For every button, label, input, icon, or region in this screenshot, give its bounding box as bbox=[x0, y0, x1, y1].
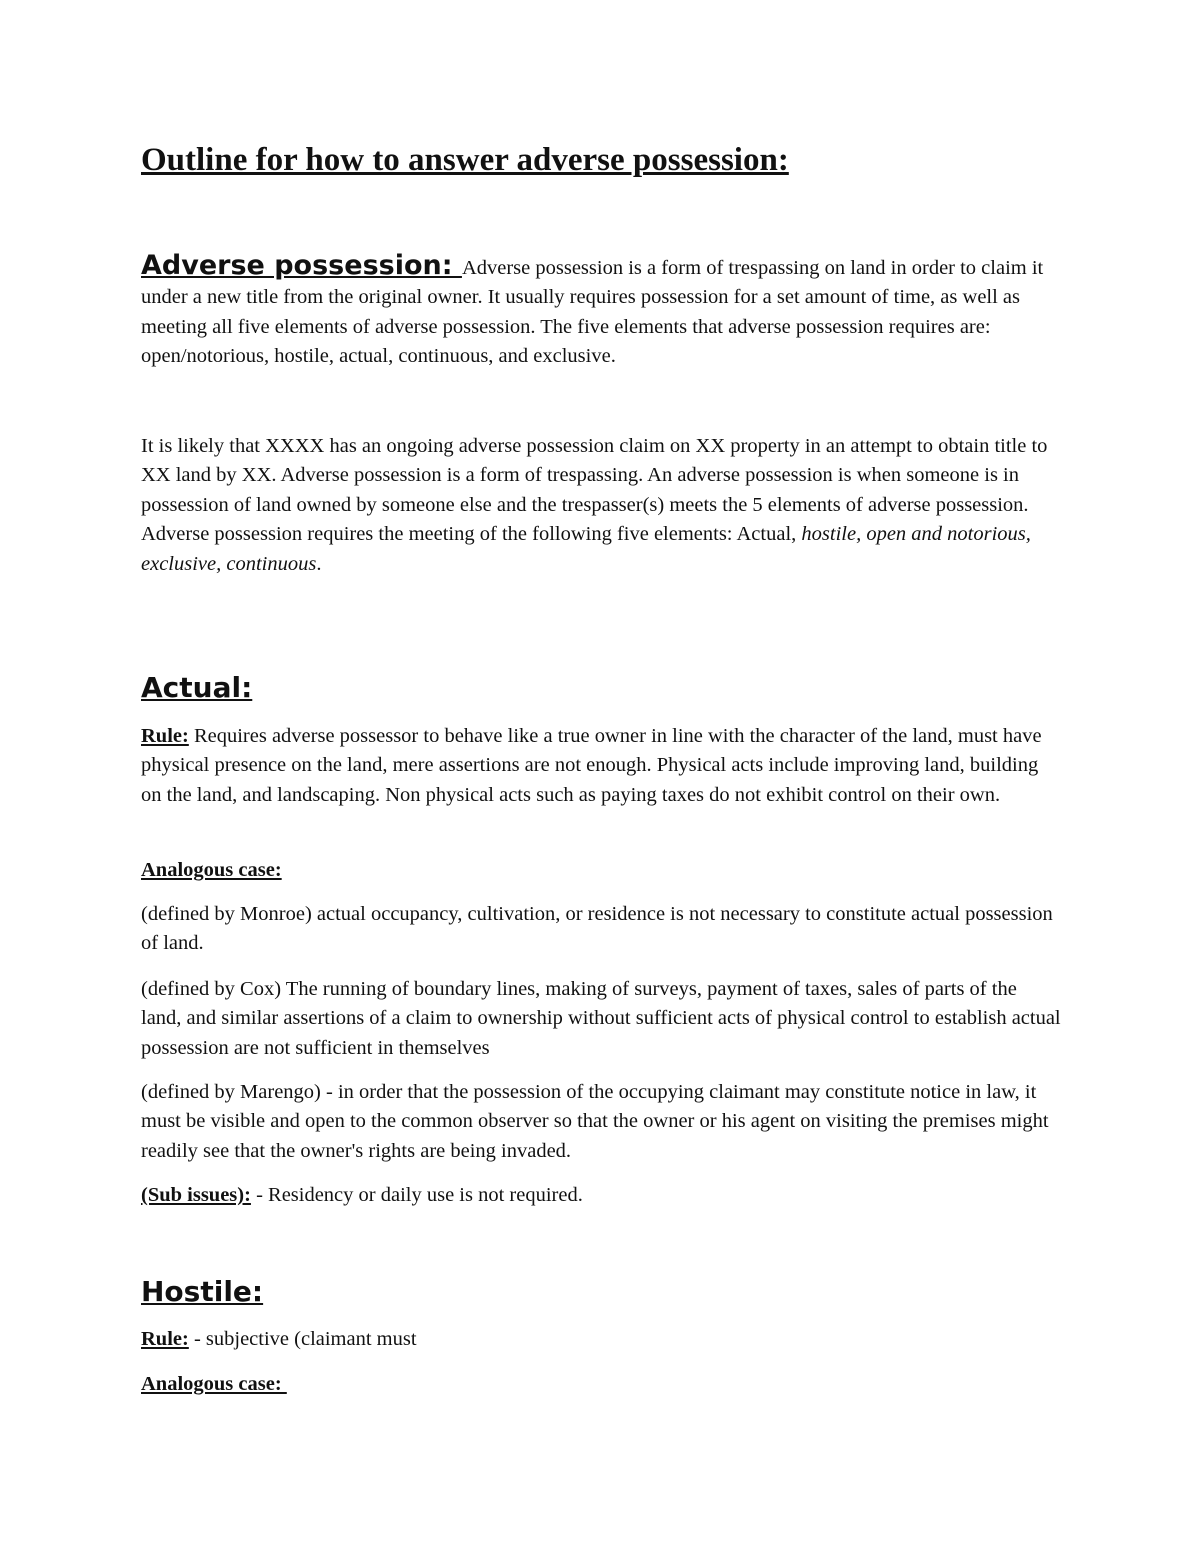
actual-rule-paragraph bbox=[141, 722, 1061, 810]
case-monroe: (defined by Monroe) actual occupancy, cultivation, or residence is not necessary to constitute actual possession of land. bbox=[141, 903, 1053, 955]
actual-analogous-label: Analogous case: bbox=[141, 859, 282, 881]
actual-rule-label: Rule: bbox=[141, 725, 189, 747]
intro-paragraph bbox=[141, 251, 1061, 372]
intro-heading: Adverse possession: bbox=[141, 250, 462, 281]
hostile-rule-text: - subjective (claimant must bbox=[188, 1328, 417, 1350]
intro-text: Adverse possession is a form of trespassing on land in order to claim it under a new title from the original owner. It usually requires possession for a set amount of time, as well as meeting all five elements of adverse possession. The five elements that adverse possession requires are: open/notorious, hostile, actual, continuous, and exclusive. bbox=[141, 257, 1044, 368]
case-cox: (defined by Cox) The running of boundary lines, making of surveys, payment of taxes, sales of parts of the land, and similar assertions of a claim to ownership without sufficient acts of physical control to establish actual possession are not sufficient in themselves bbox=[141, 978, 1061, 1059]
case-marengo: (defined by Marengo) - in order that the possession of the occupying claimant may constitute notice in law, it must be visible and open to the common observer so that the owner or his agent on visiting the premises might readily see that the owner's rights are being invaded. bbox=[141, 1081, 1049, 1162]
actual-rule-text: Requires adverse possessor to behave like a true owner in line with the character of the land, must have physical presence on the land, mere assertions are not enough. Physical acts include improving land, building on the land, and landscaping. Non physical acts such as paying taxes do not exhibit control on their own. bbox=[141, 725, 1042, 806]
summary-text: It is likely that XXXX has an ongoing adverse possession claim on XX property in an attempt to obtain title to XX land by XX. Adverse possession is a form of trespassing. An adverse possession is when someone is in possession of land owned by someone else and the trespasser(s) meets the 5 elements of adverse possession. Adverse possession requires the meeting of the following five elements: Actual, bbox=[141, 435, 1048, 546]
summary-end: . bbox=[316, 552, 322, 575]
hostile-heading: Hostile: bbox=[141, 1275, 264, 1308]
summary-elements-italic: hostile, open and notorious, exclusive, continuous bbox=[141, 523, 1031, 575]
hostile-rule-label: Rule: bbox=[141, 1328, 189, 1350]
actual-heading: Actual: bbox=[141, 671, 253, 704]
actual-sub-issues bbox=[141, 1181, 1061, 1210]
summary-paragraph bbox=[141, 432, 1061, 579]
sub-issues-text: - Residency or daily use is not required. bbox=[250, 1184, 583, 1206]
hostile-rule-paragraph bbox=[141, 1325, 1061, 1354]
hostile-analogous-label: Analogous case: bbox=[141, 1373, 287, 1395]
document-title: Outline for how to answer adverse possession: bbox=[141, 142, 789, 178]
sub-issues-label: (Sub issues): bbox=[141, 1184, 251, 1206]
